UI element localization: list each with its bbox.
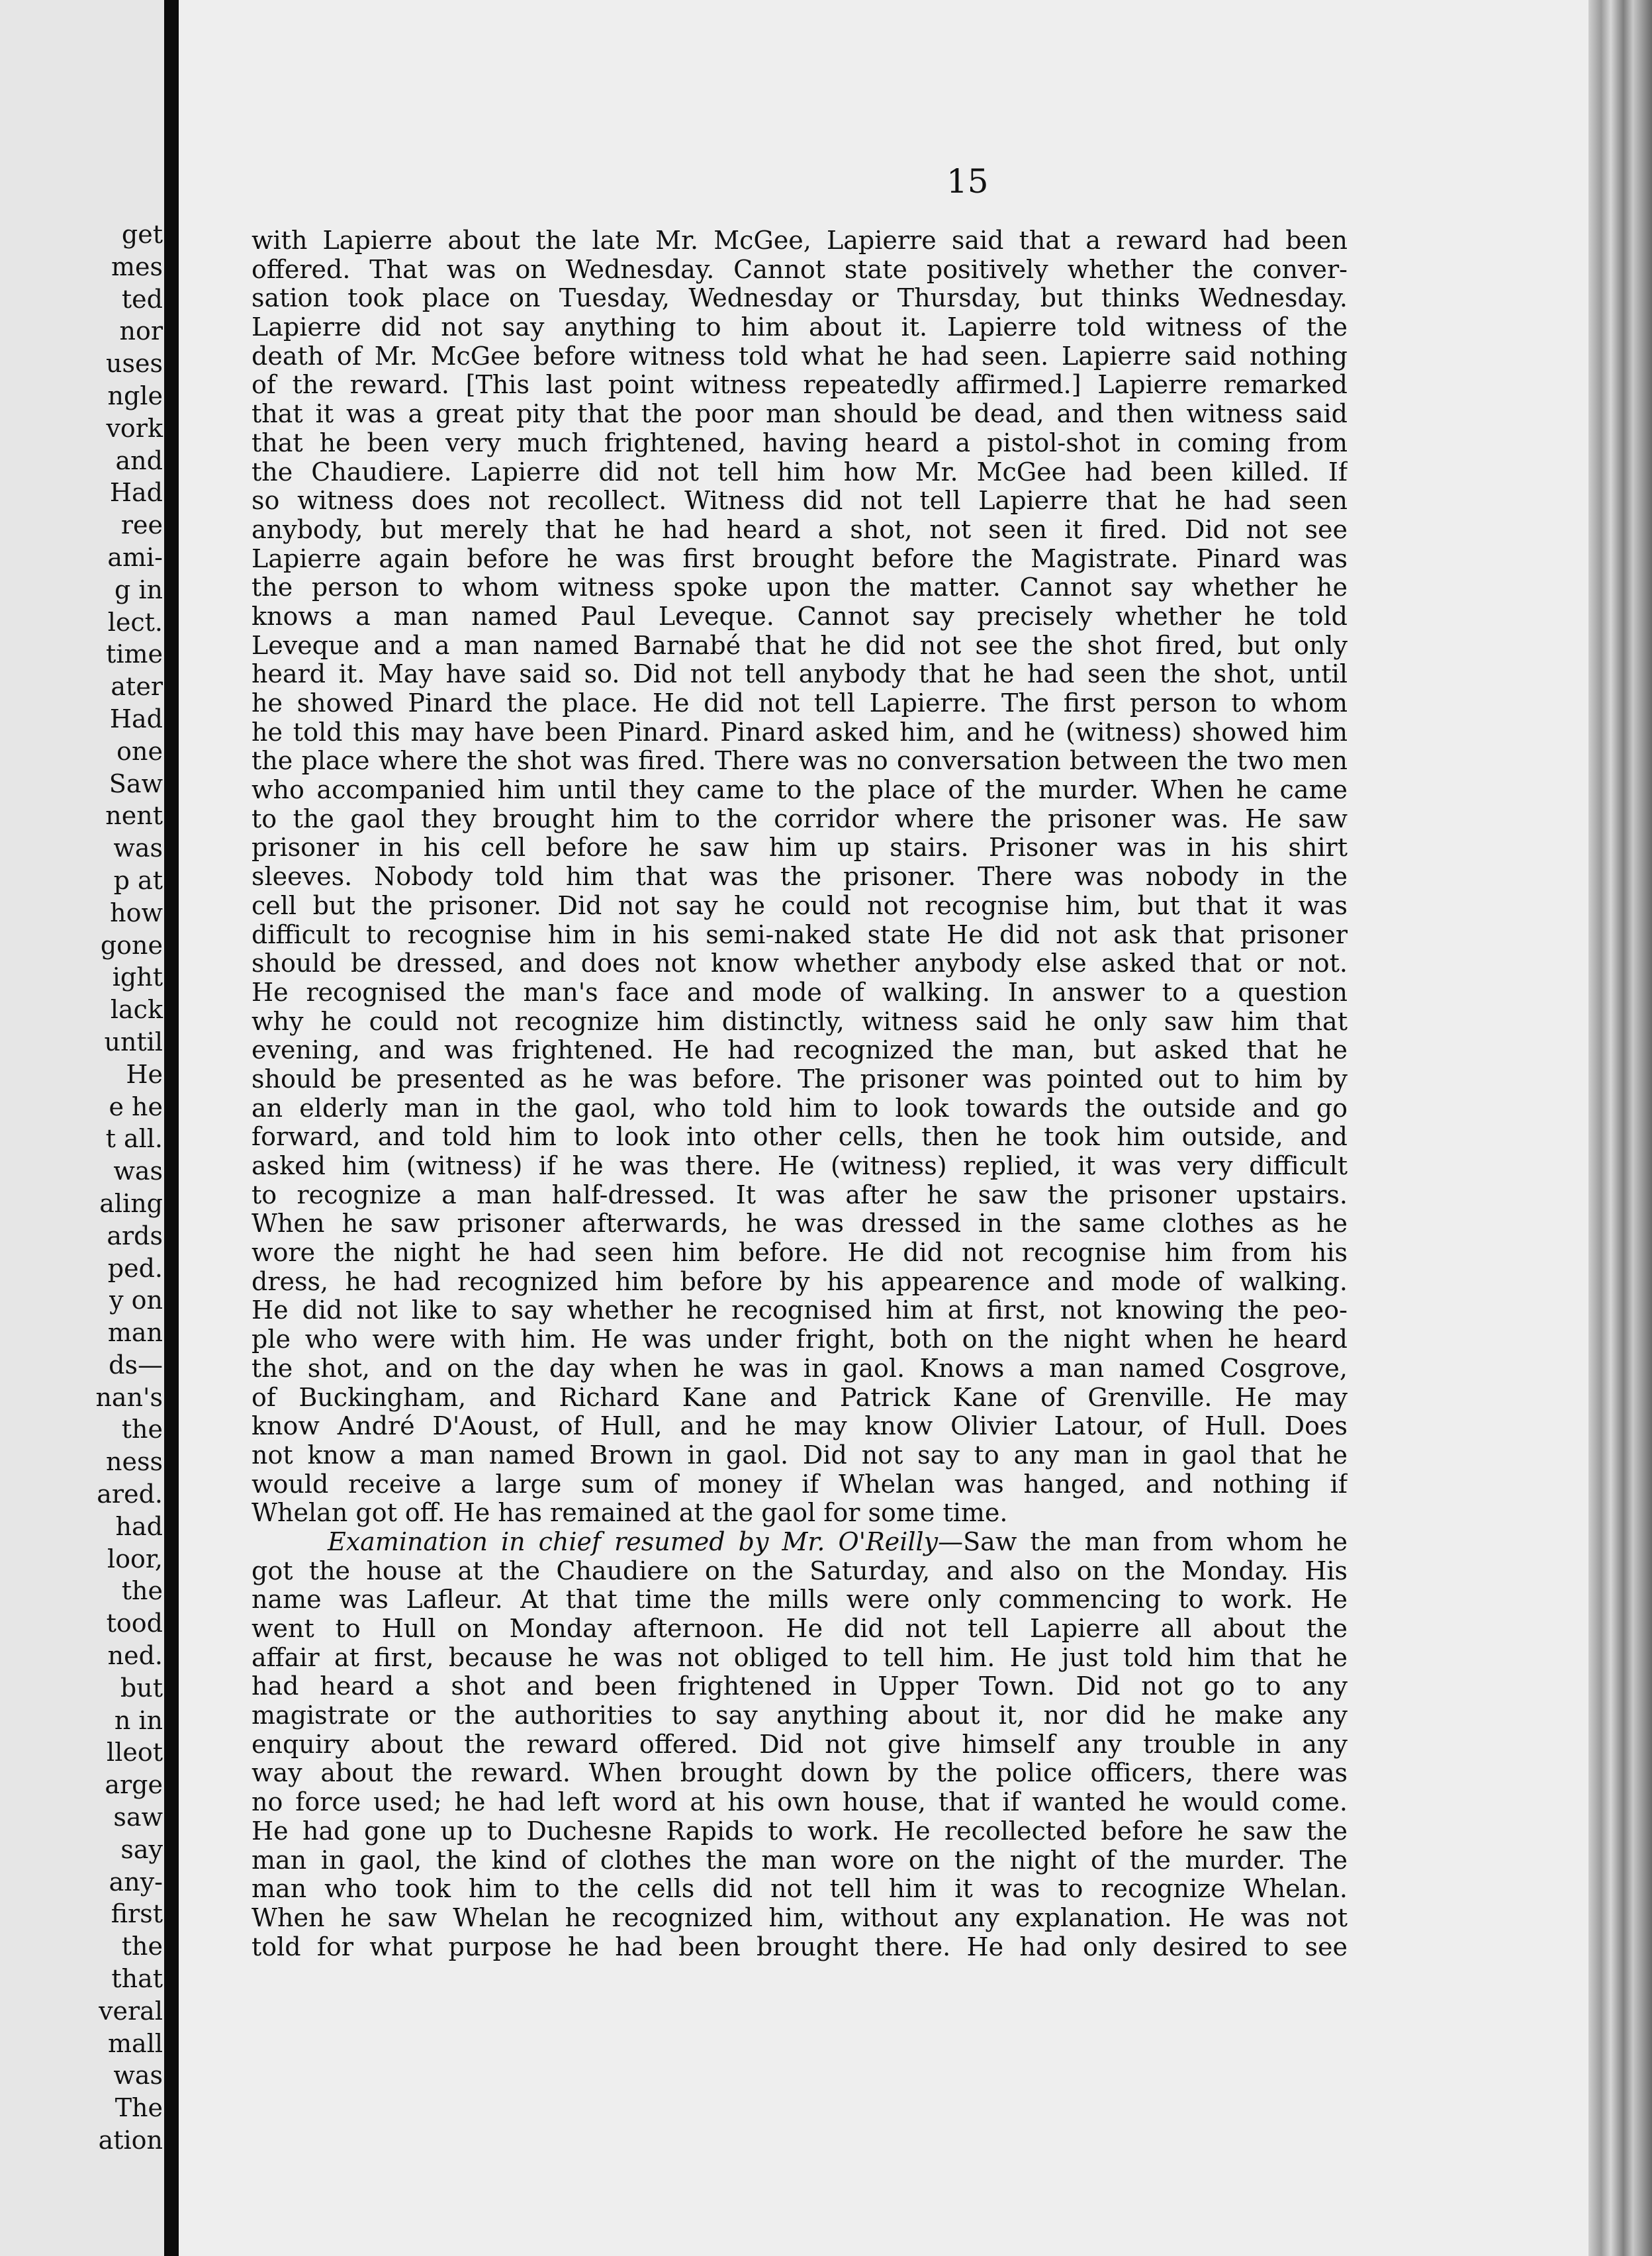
text-line: with Lapierre about the late Mr. McGee, Lapierre said that a reward had been	[252, 226, 1348, 255]
text-line: of Buckingham, and Richard Kane and Patrick Kane of Grenville. He may	[252, 1383, 1348, 1412]
left-page-fragment: mes	[111, 252, 163, 281]
text-line: had heard a shot and been frightened in Upper Town. Did not go to any	[252, 1672, 1348, 1701]
page-edge-stack	[1588, 0, 1652, 2256]
text-line: went to Hull on Monday afternoon. He did not tell Lapierre all about the	[252, 1615, 1348, 1643]
left-page-fragment: ped.	[107, 1253, 163, 1283]
text-line: that it was a great pity that the poor man should be dead, and then witness said	[252, 400, 1348, 429]
text-line: no force used; he had left word at his own house, that if wanted he would come.	[252, 1788, 1348, 1817]
left-page-fragment: time	[106, 639, 163, 669]
left-page-fragment: uses	[106, 349, 163, 379]
left-page-fragment: e he	[109, 1092, 163, 1121]
left-page-edge	[0, 0, 164, 2256]
text-line: Whelan got off. He has remained at the gaol for some time.	[252, 1499, 1008, 1528]
left-page-fragment: He	[126, 1059, 163, 1089]
text-line: enquiry about the reward offered. Did not give himself any trouble in any	[252, 1730, 1348, 1759]
left-page-fragment: say	[120, 1834, 163, 1864]
left-page-fragment: that	[111, 1964, 163, 1994]
left-page-fragment: how	[110, 898, 163, 927]
left-page-fragment: any-	[109, 1867, 163, 1897]
left-page-fragment: first	[111, 1899, 163, 1929]
text-line: should be dressed, and does not know whether anybody else asked that or not.	[252, 949, 1348, 978]
text-line: that he been very much frightened, having heard a pistol-shot in coming from	[252, 428, 1348, 457]
text-line: He had gone up to Duchesne Rapids to work. He recollected before he saw the	[252, 1816, 1348, 1846]
left-page-fragment: gone	[100, 930, 163, 960]
text-line: anybody, but merely that he had heard a shot, not seen it fired. Did not see	[252, 515, 1348, 544]
text-line: Leveque and a man named Barnabé that he did not see the shot fired, but only	[252, 631, 1348, 660]
text-line: evening, and was frightened. He had recognized the man, but asked that he	[252, 1036, 1348, 1065]
text-line: dress, he had recognized him before by his appearence and mode of walking.	[252, 1267, 1348, 1296]
left-page-fragment: ards	[107, 1221, 163, 1250]
text-line: the Chaudiere. Lapierre did not tell him how Mr. McGee had been killed. If	[252, 457, 1348, 487]
left-page-fragment: ted	[121, 284, 163, 314]
text-line: would receive a large sum of money if Whelan was hanged, and nothing if	[252, 1470, 1348, 1499]
left-page-fragment: g in	[114, 575, 163, 604]
text-line: asked him (witness) if he was there. He (witness) replied, it was very difficult	[252, 1152, 1348, 1180]
text-line: knows a man named Paul Leveque. Cannot say precisely whether he told	[252, 602, 1348, 631]
left-page-text-fragments	[5, 218, 164, 2157]
left-page-fragment: the	[121, 1576, 163, 1606]
text-line: cell but the prisoner. Did not say he could not recognise him, but that it was	[252, 891, 1348, 920]
text-line: man in gaol, the kind of clothes the man wore on the night of the murder. The	[252, 1846, 1348, 1875]
left-page-fragment: arge	[105, 1770, 163, 1800]
text-line: know André D'Aoust, of Hull, and he may know Olivier Latour, of Hull. Does	[252, 1412, 1348, 1441]
left-page-fragment: ned.	[107, 1641, 163, 1671]
text-line: he told this may have been Pinard. Pinard asked him, and he (witness) showed him	[252, 718, 1348, 747]
left-page-fragment: ness	[106, 1447, 163, 1477]
left-page-fragment: the	[121, 1932, 163, 1961]
left-page-fragment: Had	[109, 704, 163, 733]
text-line: who accompanied him until they came to the place of the murder. When he came	[252, 776, 1348, 805]
left-page-fragment: the	[121, 1415, 163, 1444]
left-page-fragment: was	[113, 1156, 163, 1186]
left-page-fragment: n in	[114, 1705, 163, 1735]
text-line: the person to whom witness spoke upon the matter. Cannot say whether he	[252, 573, 1348, 602]
text-line: why he could not recognize him distinctly, witness said he only saw him that	[252, 1007, 1348, 1036]
left-page-fragment: aling	[99, 1188, 163, 1218]
text-line: forward, and told him to look into other cells, then he took him outside, and	[252, 1123, 1348, 1152]
left-page-fragment: and	[115, 446, 163, 475]
left-page-fragment: ation	[98, 2126, 163, 2155]
paragraph-2-opening: —Saw the man from whom he	[938, 1527, 1348, 1556]
left-page-fragment: tood	[106, 1609, 163, 1638]
left-page-fragment: ngle	[107, 381, 163, 410]
text-line: death of Mr. McGee before witness told what he had seen. Lapierre said nothing	[252, 342, 1348, 371]
left-page-fragment: nan's	[95, 1382, 163, 1412]
left-page-fragment: p at	[113, 865, 163, 895]
text-line: an elderly man in the gaol, who told him to look towards the outside and go	[252, 1094, 1348, 1123]
left-page-fragment: nor	[119, 316, 163, 346]
left-page-fragment: veral	[99, 1996, 163, 2026]
left-page-fragment: y on	[109, 1286, 163, 1315]
paragraph-2-first-line	[252, 1528, 1348, 1557]
left-page-fragment: until	[104, 1027, 163, 1057]
text-line: affair at first, because he was not obliged to tell him. He just told him that he	[252, 1643, 1348, 1672]
text-line: the place where the shot was fired. There was no conversation between the two men	[252, 747, 1348, 776]
text-line: He recognised the man's face and mode of walking. In answer to a question	[252, 978, 1348, 1007]
text-line: told for what purpose he had been brought there. He had only desired to see	[252, 1932, 1348, 1961]
left-page-fragment: lack	[110, 995, 163, 1025]
text-line: should be presented as he was before. The prisoner was pointed out to him by	[252, 1064, 1348, 1094]
left-page-fragment: had	[115, 1511, 163, 1541]
left-page-fragment: The	[115, 2093, 163, 2123]
left-page-fragment: Had	[109, 478, 163, 508]
text-line: way about the reward. When brought down by the police officers, there was	[252, 1759, 1348, 1788]
text-line: got the house at the Chaudiere on the Saturday, and also on the Monday. His	[252, 1556, 1348, 1585]
page-number: 15	[946, 162, 989, 201]
text-line: He did not like to say whether he recognised him at first, not knowing the peo-	[252, 1296, 1348, 1325]
left-page-fragment: lleot	[107, 1738, 163, 1767]
examination-heading: Examination in chief resumed by Mr. O'Reilly	[328, 1527, 939, 1556]
text-line: offered. That was on Wednesday. Cannot state positively whether the conver-	[252, 255, 1348, 284]
text-line: name was Lafleur. At that time the mills were only commencing to work. He	[252, 1585, 1348, 1615]
text-line: so witness does not recollect. Witness did not tell Lapierre that he had seen	[252, 487, 1348, 516]
book-gutter	[164, 0, 179, 2256]
text-line: not know a man named Brown in gaol. Did not say to any man in gaol that he	[252, 1440, 1348, 1470]
left-page-fragment: ight	[112, 963, 163, 992]
left-page-fragment: ater	[111, 672, 163, 702]
left-page-fragment: loor,	[107, 1544, 163, 1574]
left-page-fragment: Saw	[109, 769, 163, 798]
text-line: the shot, and on the day when he was in gaol. Knows a man named Cosgrove,	[252, 1354, 1348, 1383]
left-page-fragment: one	[116, 736, 163, 766]
left-page-fragment: was	[113, 833, 163, 863]
text-line: prisoner in his cell before he saw him up stairs. Prisoner was in his shirt	[252, 833, 1348, 863]
left-page-fragment: was	[113, 2061, 163, 2091]
left-page-fragment: ree	[120, 510, 163, 540]
text-line: wore the night he had seen him before. He did not recognise him from his	[252, 1239, 1348, 1268]
left-page-fragment: lect.	[107, 607, 163, 637]
left-page-fragment: nent	[105, 801, 163, 831]
left-page-fragment: get	[121, 220, 163, 249]
text-line: difficult to recognise him in his semi-naked state He did not ask that prisoner	[252, 920, 1348, 949]
left-page-fragment: vork	[106, 413, 163, 443]
text-line: Lapierre again before he was first brought before the Magistrate. Pinard was	[252, 544, 1348, 573]
left-page-fragment: but	[120, 1673, 163, 1703]
text-line: to the gaol they brought him to the corridor where the prisoner was. He saw	[252, 804, 1348, 833]
left-page-fragment: ami-	[107, 542, 163, 572]
body-text	[252, 226, 1348, 1961]
left-page-fragment: mall	[108, 2028, 163, 2058]
text-line: man who took him to the cells did not tell him it was to recognize Whelan.	[252, 1875, 1348, 1904]
text-line: he showed Pinard the place. He did not tell Lapierre. The first person to whom	[252, 689, 1348, 718]
text-line: of the reward. [This last point witness repeatedly affirmed.] Lapierre remarked	[252, 371, 1348, 400]
left-page-fragment: man	[107, 1318, 163, 1348]
text-line: Lapierre did not say anything to him about it. Lapierre told witness of the	[252, 313, 1348, 342]
text-line: magistrate or the authorities to say anything about it, nor did he make any	[252, 1701, 1348, 1730]
text-line: to recognize a man half-dressed. It was after he saw the prisoner upstairs.	[252, 1180, 1348, 1209]
left-page-fragment: ared.	[97, 1480, 163, 1509]
left-page-fragment: ds—	[109, 1350, 163, 1380]
text-line: When he saw Whelan he recognized him, without any explanation. He was not	[252, 1903, 1348, 1932]
left-page-fragment: t all.	[105, 1124, 163, 1154]
text-line: ple who were with him. He was under fright, both on the night when he heard	[252, 1325, 1348, 1354]
text-line: sation took place on Tuesday, Wednesday or Thursday, but thinks Wednesday.	[252, 284, 1348, 313]
text-line: heard it. May have said so. Did not tell anybody that he had seen the shot, until	[252, 660, 1348, 689]
left-page-fragment: saw	[113, 1803, 163, 1832]
text-line: When he saw prisoner afterwards, he was dressed in the same clothes as he	[252, 1209, 1348, 1239]
text-line: sleeves. Nobody told him that was the prisoner. There was nobody in the	[252, 863, 1348, 892]
